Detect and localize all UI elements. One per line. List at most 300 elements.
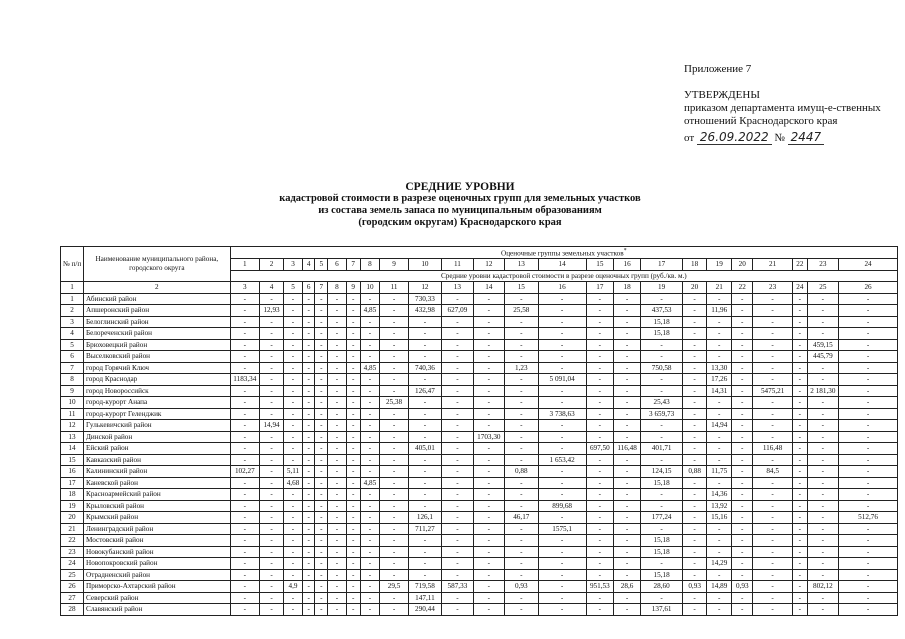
value-cell: 405,01 [408,443,442,455]
value-cell: - [315,500,328,512]
value-cell: - [260,408,284,420]
value-cell: 137,61 [641,604,683,616]
value-cell: 28,6 [613,581,640,593]
value-cell: - [360,581,380,593]
value-cell: - [839,374,898,386]
value-cell: - [260,351,284,363]
value-cell: - [807,546,838,558]
column-index-15: 15 [505,282,539,294]
value-cell: - [315,305,328,317]
value-cell: 512,76 [839,512,898,524]
value-cell: - [707,546,732,558]
value-cell: - [442,339,473,351]
value-cell: - [753,592,793,604]
column-index-11: 11 [380,282,408,294]
value-cell: 1183,34 [230,374,259,386]
value-cell: - [346,454,360,466]
value-cell: - [380,592,408,604]
value-cell: - [505,592,539,604]
value-cell: - [380,546,408,558]
column-index-4: 4 [260,282,284,294]
approval-order-line: приказом департамента имущ-е-ственных [684,102,881,114]
value-cell: - [538,339,586,351]
value-cell: - [260,500,284,512]
value-cell: - [328,431,347,443]
value-cell: - [442,558,473,570]
value-cell: - [230,454,259,466]
value-cell: - [807,454,838,466]
value-cell: - [732,523,753,535]
municipality-name: Новопокровский район [84,558,231,570]
value-cell: - [683,397,707,409]
value-cell: - [505,604,539,616]
value-cell: - [753,305,793,317]
value-cell: - [641,351,683,363]
municipality-name: Выселковский район [84,351,231,363]
group-number-9: 9 [380,259,408,271]
value-cell: - [473,420,504,432]
value-cell: - [807,362,838,374]
group-number-18: 18 [683,259,707,271]
row-number: 4 [61,328,84,340]
value-cell: - [586,431,613,443]
group-number-19: 19 [707,259,732,271]
value-cell: - [683,293,707,305]
value-cell: - [613,293,640,305]
column-index-17: 17 [586,282,613,294]
value-cell: - [230,420,259,432]
value-cell: - [346,397,360,409]
row-number: 12 [61,420,84,432]
value-cell: - [328,420,347,432]
value-cell: - [683,489,707,501]
value-cell: - [613,305,640,317]
value-cell: - [586,351,613,363]
value-cell: - [302,328,315,340]
value-cell: - [732,328,753,340]
value-cell: - [328,489,347,501]
column-index-12: 12 [408,282,442,294]
value-cell: - [707,454,732,466]
value-cell: - [807,466,838,478]
value-cell: - [707,293,732,305]
group-number-1: 1 [230,259,259,271]
value-cell: 0,93 [505,581,539,593]
value-cell: - [473,489,504,501]
column-index-25: 25 [807,282,838,294]
table-row [61,443,898,455]
value-cell: - [360,466,380,478]
value-cell: - [315,604,328,616]
value-cell: - [408,408,442,420]
value-cell: - [732,316,753,328]
value-cell: 25,58 [505,305,539,317]
value-cell: 14,94 [260,420,284,432]
municipality-name: город-курорт Геленджик [84,408,231,420]
row-number: 9 [61,385,84,397]
value-cell: - [380,535,408,547]
value-cell: - [753,500,793,512]
value-cell: - [807,523,838,535]
value-cell: - [302,500,315,512]
value-cell: 126,1 [408,512,442,524]
value-cell: 740,36 [408,362,442,374]
value-cell: - [641,454,683,466]
cadastral-value-table [60,246,898,616]
value-cell: 4,68 [284,477,303,489]
table-row [61,466,898,478]
row-number: 27 [61,592,84,604]
value-cell: - [613,512,640,524]
value-cell: - [408,500,442,512]
group-number-20: 20 [732,259,753,271]
value-cell: 14,29 [707,558,732,570]
value-cell: - [753,316,793,328]
municipality-name: Приморско-Ахтарский район [84,581,231,593]
value-cell: - [315,546,328,558]
value-cell: - [793,604,808,616]
value-cell: - [284,305,303,317]
value-cell: 1703,30 [473,431,504,443]
value-cell: - [793,489,808,501]
table-row [61,569,898,581]
value-cell: - [839,316,898,328]
value-cell: - [408,420,442,432]
value-cell: - [360,374,380,386]
value-cell: - [538,558,586,570]
value-cell: - [380,374,408,386]
value-cell: 28,60 [641,581,683,593]
value-cell: - [793,443,808,455]
value-cell: - [360,489,380,501]
value-cell: 13,92 [707,500,732,512]
number-prefix: № [774,132,785,144]
value-cell: - [613,477,640,489]
value-cell: 4,9 [284,581,303,593]
value-cell: - [538,592,586,604]
value-cell: - [346,569,360,581]
group-number-4: 4 [302,259,315,271]
value-cell: - [707,443,732,455]
row-number: 10 [61,397,84,409]
municipality-name: Абинский район [84,293,231,305]
value-cell: - [807,397,838,409]
value-cell: - [683,454,707,466]
value-cell: 15,18 [641,477,683,489]
appendix-label: Приложение 7 [684,63,752,75]
value-cell: - [442,374,473,386]
value-cell: - [753,362,793,374]
value-cell: - [315,420,328,432]
value-cell: - [473,581,504,593]
value-cell: - [732,604,753,616]
value-cell: - [613,431,640,443]
value-cell: - [380,351,408,363]
value-cell: - [302,431,315,443]
value-cell: - [442,592,473,604]
value-cell: 15,18 [641,546,683,558]
value-cell: - [315,328,328,340]
value-cell: - [586,316,613,328]
value-cell: - [538,397,586,409]
value-cell: - [260,443,284,455]
value-cell: - [346,523,360,535]
value-cell: - [586,385,613,397]
value-cell: - [260,374,284,386]
value-cell: - [732,397,753,409]
value-cell: - [260,339,284,351]
value-cell: - [732,420,753,432]
municipality-name: Ленинградский район [84,523,231,535]
value-cell: - [732,592,753,604]
column-index-9: 9 [346,282,360,294]
value-cell: - [260,328,284,340]
value-cell: - [732,489,753,501]
value-cell: 401,71 [641,443,683,455]
value-cell: - [284,592,303,604]
value-cell: - [302,362,315,374]
value-cell: - [641,374,683,386]
value-cell: - [839,339,898,351]
municipality-name: Каневской район [84,477,231,489]
value-cell: - [505,569,539,581]
value-cell: 46,17 [505,512,539,524]
value-cell: - [284,546,303,558]
value-cell: - [360,546,380,558]
value-cell: - [683,339,707,351]
value-cell: - [284,512,303,524]
row-number: 11 [61,408,84,420]
value-cell: - [793,477,808,489]
value-cell: - [732,293,753,305]
value-cell: - [793,408,808,420]
title-main: СРЕДНИЕ УРОВНИ [405,181,515,193]
column-index-24: 24 [793,282,808,294]
value-cell: - [442,546,473,558]
value-cell: - [360,351,380,363]
group-number-11: 11 [442,259,473,271]
row-number: 24 [61,558,84,570]
value-cell: - [586,477,613,489]
value-cell: - [807,408,838,420]
value-cell: - [328,500,347,512]
value-cell: - [683,477,707,489]
municipality-name: город Горячий Ключ [84,362,231,374]
value-cell: - [442,604,473,616]
value-cell: - [473,604,504,616]
value-cell: - [613,500,640,512]
value-cell: - [707,397,732,409]
value-cell: - [505,293,539,305]
value-cell: - [613,466,640,478]
value-cell: - [807,592,838,604]
value-cell: - [408,489,442,501]
value-cell: - [442,316,473,328]
table-row [61,420,898,432]
value-cell: - [230,339,259,351]
value-cell: 1575,1 [538,523,586,535]
value-cell: - [315,489,328,501]
value-cell: - [408,569,442,581]
table-row [61,305,898,317]
value-cell: - [807,500,838,512]
value-cell: - [732,466,753,478]
value-cell: - [613,420,640,432]
value-cell: - [328,454,347,466]
table-row [61,535,898,547]
value-cell: - [641,385,683,397]
value-cell: - [442,443,473,455]
value-cell: - [346,339,360,351]
value-cell: - [315,339,328,351]
value-cell: - [473,535,504,547]
value-cell: - [753,408,793,420]
row-number: 28 [61,604,84,616]
value-cell: - [538,569,586,581]
value-cell: - [753,604,793,616]
value-cell: - [284,408,303,420]
value-cell: - [284,385,303,397]
value-cell: - [732,431,753,443]
value-cell: - [732,477,753,489]
municipality-name: Северский район [84,592,231,604]
value-cell: - [839,443,898,455]
value-cell: - [230,523,259,535]
value-cell: - [753,477,793,489]
value-cell: - [683,385,707,397]
value-cell: - [505,339,539,351]
value-cell: - [586,512,613,524]
group-number-17: 17 [641,259,683,271]
value-cell: - [315,397,328,409]
value-cell: - [613,351,640,363]
value-cell: - [360,385,380,397]
approved-label: УТВЕРЖДЕНЫ [684,89,760,101]
value-cell: - [302,397,315,409]
row-number: 1 [61,293,84,305]
value-cell: - [230,351,259,363]
value-cell: - [807,316,838,328]
value-cell: 432,98 [408,305,442,317]
value-cell: 290,44 [408,604,442,616]
value-cell: - [732,305,753,317]
value-cell: - [732,558,753,570]
row-number: 5 [61,339,84,351]
row-number: 15 [61,454,84,466]
value-cell: - [284,339,303,351]
value-cell: - [753,328,793,340]
value-cell: - [473,454,504,466]
value-cell: - [408,339,442,351]
approval-department-line: отношений Краснодарского края [684,115,838,127]
value-cell: - [408,535,442,547]
value-cell: - [260,512,284,524]
value-cell: - [380,305,408,317]
value-cell: - [346,328,360,340]
value-cell: - [753,535,793,547]
value-cell: - [442,420,473,432]
value-cell: - [346,431,360,443]
value-cell: - [683,592,707,604]
value-cell: - [707,535,732,547]
value-cell: - [442,454,473,466]
approval-block [0,0,905,170]
value-cell: - [284,454,303,466]
value-cell: - [302,454,315,466]
table-row [61,581,898,593]
value-cell: - [346,385,360,397]
value-cell: - [473,316,504,328]
value-cell: - [641,489,683,501]
value-cell: - [230,512,259,524]
value-cell: 730,33 [408,293,442,305]
value-cell: - [346,558,360,570]
value-cell: - [473,558,504,570]
group-number-7: 7 [346,259,360,271]
value-cell: - [408,374,442,386]
value-cell: - [839,500,898,512]
value-cell: - [839,362,898,374]
value-cell: - [683,374,707,386]
value-cell: - [793,431,808,443]
value-cell: - [284,535,303,547]
group-number-14: 14 [538,259,586,271]
value-cell: - [230,362,259,374]
value-cell: - [360,443,380,455]
table-row [61,477,898,489]
value-cell: - [473,569,504,581]
value-cell: - [793,351,808,363]
value-cell: - [586,569,613,581]
value-cell: 29,5 [380,581,408,593]
value-cell: - [641,558,683,570]
table-row [61,558,898,570]
value-cell: - [683,328,707,340]
value-cell: - [793,454,808,466]
value-cell: - [807,489,838,501]
value-cell: - [442,351,473,363]
value-cell: 15,18 [641,569,683,581]
value-cell: - [641,431,683,443]
value-cell: - [753,420,793,432]
value-cell: - [380,408,408,420]
value-cell: - [839,477,898,489]
header-groups: Оценочные группы земельных участков* [230,247,897,259]
value-cell: - [753,397,793,409]
value-cell: - [839,489,898,501]
row-number: 21 [61,523,84,535]
value-cell: - [328,477,347,489]
value-cell: - [807,420,838,432]
value-cell: - [753,293,793,305]
value-cell: 711,27 [408,523,442,535]
value-cell: - [302,293,315,305]
value-cell: - [707,604,732,616]
value-cell: - [641,592,683,604]
row-number: 14 [61,443,84,455]
municipality-name: город Краснодар [84,374,231,386]
value-cell: - [707,592,732,604]
value-cell: - [538,328,586,340]
municipality-name: Крымский район [84,512,231,524]
value-cell: - [505,546,539,558]
row-number: 8 [61,374,84,386]
value-cell: - [683,512,707,524]
value-cell: - [442,328,473,340]
value-cell: - [284,489,303,501]
value-cell: - [586,546,613,558]
value-cell: 5,11 [284,466,303,478]
